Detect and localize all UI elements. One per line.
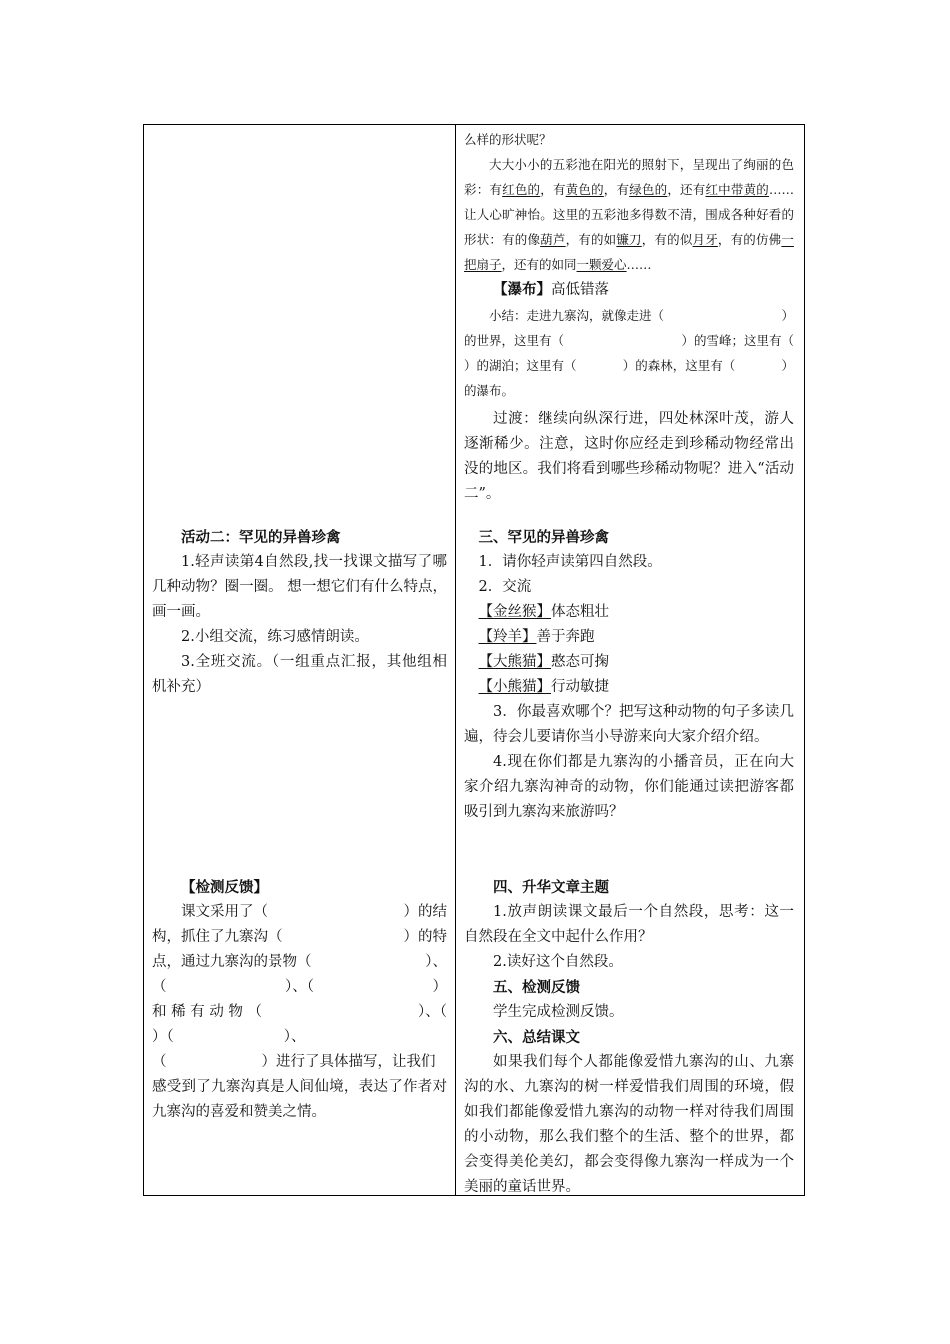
- section6-text: 如果我们每个人都能像爱惜九寨沟的山、九寨沟的水、九寨沟的树一样爱惜我们周围的环境，假如我们都能像爱惜九寨沟的动物一样对待我们周围的小动物，那么我们整个的生活、整个的世界，都会变得美伦美幻，都会变得像九寨沟一样成为一个美丽的童话世界。: [464, 1054, 794, 1195]
- waterfall-line: [464, 277, 794, 303]
- lesson-plan-table: [143, 124, 805, 1196]
- feedback-line-5: 和 稀 有 动 物 （ ）、（: [152, 1004, 447, 1020]
- section3-item-1: 1．请你轻声读第四自然段。: [478, 554, 662, 570]
- activity2-item-3: 3.全班交流。（一组重点汇报，其他组相机补充）: [152, 654, 447, 695]
- waterfall-label: 【瀑布】: [493, 281, 551, 298]
- pool-block: [464, 127, 794, 507]
- closing-block: [464, 875, 794, 1200]
- section3-item-3: 3．你最喜欢哪个？把写这种动物的句子多读几遍，待会儿要请你当小导游来向大家介绍介绍。: [464, 704, 794, 745]
- section5-text: 学生完成检测反馈。: [493, 1004, 624, 1020]
- section3-title: 三、罕见的异兽珍禽: [478, 529, 609, 546]
- section4-item-2: 2.读好这个自然段。: [493, 954, 623, 970]
- feedback-line-6: ）（ ）、: [152, 1029, 306, 1045]
- waterfall-text: 高低错落: [551, 282, 609, 298]
- pool-top-line: 么样的形状呢？: [464, 132, 552, 147]
- feedback-line-7: （ ）进行了具体描写，让我们: [152, 1054, 436, 1070]
- feedback-block: [152, 875, 447, 1125]
- feedback-title: 【检测反馈】: [181, 879, 268, 896]
- animal-giant-panda: 【大熊猫】憨态可掬: [478, 654, 609, 670]
- section4-title: 四、升华文章主题: [493, 879, 609, 896]
- activity2-block: [152, 525, 447, 700]
- animal-red-panda: 【小熊猫】行动敏捷: [478, 679, 609, 695]
- section5-title: 五、检测反馈: [493, 979, 580, 996]
- section6-title: 六、总结课文: [493, 1029, 580, 1046]
- teacher-guide-column: [456, 125, 804, 1195]
- summary-block: 小结：走进九寨沟，就像走进（ ） 的世界，这里有（ ）的雪峰；这里有（ ）的湖泊；这里有（ ）的森林，这里有（ ） 的瀑布。: [464, 308, 794, 398]
- animal-antelope: 【羚羊】善于奔跑: [478, 629, 595, 645]
- activity2-item-2: 2.小组交流，练习感情朗读。: [181, 629, 369, 645]
- feedback-line-3: 点，通过九寨沟的景物（ ）、: [152, 954, 447, 970]
- section3-item-4: 4.现在你们都是九寨沟的小播音员，正在向大家介绍九寨沟神奇的动物，你们能通过读把游客都吸引到九寨沟来旅游吗？: [464, 754, 794, 820]
- activity2-item-1: 1.轻声读第4自然段,找一找课文描写了哪几种动物？圈一圈。 想一想它们有什么特点，画一画。: [152, 554, 447, 620]
- feedback-line-2: 构，抓住了九寨沟（ ）的特: [152, 929, 447, 945]
- section3-block: [464, 525, 794, 825]
- transition-paragraph: 过渡：继续向纵深行进，四处林深叶茂，游人逐渐稀少。注意，这时你应经走到珍稀动物经常出没的地区。我们将看到哪些珍稀动物呢？进入“活动二”。: [464, 411, 794, 502]
- activity2-title: 活动二：罕见的异兽珍禽: [181, 529, 341, 546]
- section3-item-2: 2．交流: [478, 579, 532, 595]
- animal-golden-monkey: 【金丝猴】体态粗壮: [478, 604, 609, 620]
- feedback-line-4: （ ）、（ ）: [152, 979, 447, 995]
- feedback-line-1: 课文采用了（ ）的结: [181, 904, 447, 920]
- student-activity-column: [144, 125, 455, 1195]
- feedback-rest: 感受到了九寨沟真是人间仙境，表达了作者对九寨沟的喜爱和赞美之情。: [152, 1079, 447, 1120]
- section4-item-1: 1.放声朗读课文最后一个自然段，思考：这一自然段在全文中起什么作用？: [464, 904, 794, 945]
- pool-paragraph: 大大小小的五彩池在阳光的照射下，呈现出了绚丽的色彩：有红色的，有黄色的，有绿色的，还有红中带黄的……让人心旷神怡。这里的五彩池多得数不清，围成各种好看的形状：有的像葫芦，有的如镰刀，有的似月牙，有的仿佛一把扇子，还有的如同一颗爱心……: [464, 157, 794, 272]
